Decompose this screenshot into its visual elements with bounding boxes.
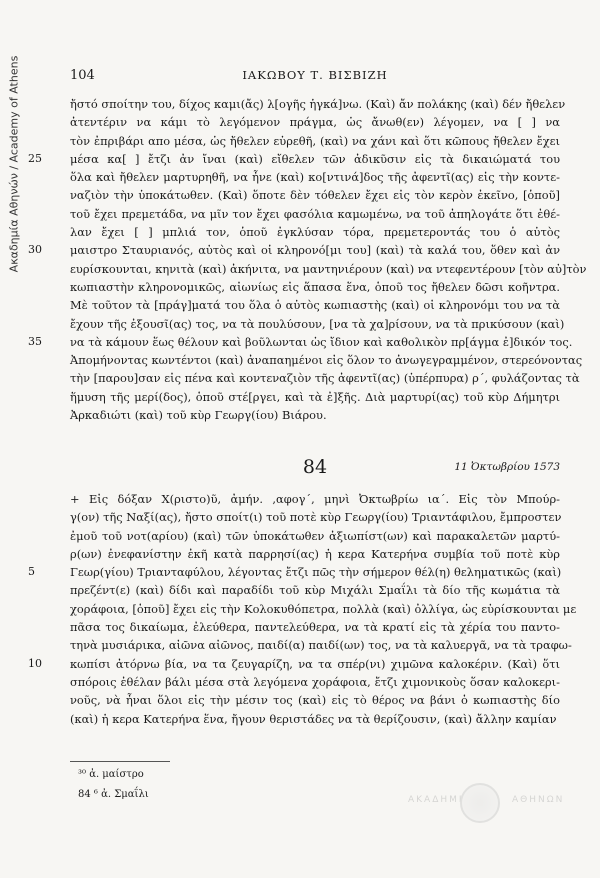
running-title: ΙΑΚΩΒΟΥ Τ. ΒΙΣΒΙΖΗ [242, 68, 388, 82]
text-line [70, 95, 566, 113]
text-line [70, 168, 560, 186]
text-line [70, 508, 560, 526]
text-line [28, 563, 562, 581]
text-line [70, 490, 560, 508]
text-line [70, 618, 560, 636]
line-number: 25 [28, 151, 42, 165]
text-line [70, 600, 577, 618]
text-line [70, 315, 565, 333]
text-line [70, 223, 560, 241]
line-text: χοράφοια, [ὁποῦ] ἔχει εἰς τὴν Κολοκυθόπετρα, πολλὰ (καὶ) ὀλλίγα, ὡς εὑρίσκουνται με [70, 601, 577, 616]
footnote-divider [70, 761, 170, 762]
page-header [70, 68, 560, 84]
line-text: ἐμοῦ τοῦ νοτ(αρίου) (καὶ) τῶν ὑποκάτωθεν ἀξιωπίστ(ων) καὶ παρακαλετῶν μαρτύ- [70, 528, 560, 543]
footnote: ³⁰ ἀ. μαίστρο [78, 769, 144, 780]
watermark-left-text: ΑΚΑΔΗΜΙΑ [408, 795, 472, 805]
text-line [70, 406, 560, 424]
line-text: Μὲ τοῦτον τὰ [πράγ]ματά του ὅλα ὁ αὐτὸς κωπιαστὴς (καὶ) οἱ κληρονόμι του να τὰ [70, 298, 560, 313]
line-text: ἥμυση τῆς μερί(δος), ὁποῦ στέ[ργει, καὶ τὰ ἐ]ξῆς. Διὰ μαρτυρί(ας) τοῦ κὺρ Δήμητρι [70, 389, 560, 404]
line-text: τὸν ἐπριβάρι απο μέσα, ὡς ἤθελεν εὑρεθῆ, (καὶ) να χάνι καὶ ὅτι κῶπους ἤθελεν ἔχει [70, 133, 560, 148]
watermark-right-text: ΑΘΗΝΩΝ [512, 795, 565, 805]
line-text: ευρίσκουνται, κηνιτὰ (καὶ) ἀκήνιτα, να μαντηνιέρουν (καὶ) να ντεφεντέρουν [τὸν αὐ]τὸν [70, 261, 587, 276]
line-text: σπόροις ἐθέλαν βάλι μέσα στὰ λεγόμενα χοράφοια, ἔτζι χιμονικοὺς ὅσαν καλοκερι- [70, 674, 560, 689]
academy-seal-icon [460, 783, 500, 823]
text-line [70, 388, 560, 406]
line-text: ρ(ων) ἐνεφανίστην ἐκῆ κατὰ παρρησί(ας) ἡ κερα Κατερήνα συμβία τοῦ ποτὲ κὺρ [70, 546, 560, 561]
line-number: 35 [28, 334, 42, 348]
text-line [70, 636, 572, 654]
line-text: Γεωρ(γίου) Τριανταφύλου, λέγοντας ἔτζι πῶς τὴν σήμερον θέλ(η) θεληματικῶς (καὶ) [70, 565, 562, 580]
line-text: Ἀπομήνοντας κωντέντοι (καὶ) ἀναπαημένοι εἰς ὅλον το ἀνωγεγραμμένον, στερεόνοντας [70, 353, 583, 368]
text-line [70, 113, 560, 131]
text-line [70, 545, 560, 563]
line-text: πρεζέντ(ε) (καὶ) δίδι καὶ παραδίδι τοῦ κὺρ Μιχάλι Σμαΐλι τὰ δίο τῆς κωμάτια τὰ [70, 583, 560, 598]
page-number: 104 [70, 68, 95, 83]
text-line [28, 333, 573, 351]
text-line [70, 205, 560, 223]
continued-text-block [28, 95, 587, 424]
line-number: 10 [28, 656, 42, 670]
footnote: 84 ⁶ ἀ. Σμαΐλι [78, 789, 149, 800]
text-line [70, 278, 560, 296]
line-text: μέσα κα[ ] ἔτζι ἀν ἴναι (καὶ) εἴθελεν τῶν ἀδικῦσιν εἰς τὰ δικαιώματά του [70, 151, 560, 166]
line-text: μαιστρο Σταυριανός, αὐτὸς καὶ οἱ κληρονό[μι του] (καὶ) τὰ καλά του, ὅθεν καὶ ἀν [70, 243, 560, 258]
text-line [70, 186, 560, 204]
line-number: 5 [28, 565, 35, 579]
line-text: τοῦ ἔχει πρεμετάδα, να μῖν τον ἔχει φασόλια καμωμένω, να τοῦ ἀπηλογάτε ὅτι ἐθέ- [70, 206, 560, 221]
line-text: πᾶσα τος δικαίωμα, ἐλεύθερα, παντελεύθερα, να τὰ κρατί εἰς τὰ χέρία του παντο- [70, 620, 560, 635]
text-line [70, 132, 560, 150]
text-line [70, 710, 560, 728]
text-line [70, 369, 580, 387]
line-text: τηνὰ μυσιάρικα, αἰῶνα αἰῶνος, παιδί(α) παιδί(ων) τος, να τὰ καλυεργᾶ, να τὰ τραφω- [70, 638, 572, 653]
text-line [70, 260, 587, 278]
line-text: ἤστό σποίτην του, δίχος καμι(ἄς) λ[ογῆς ἡγκά]νω. (Καὶ) ἄν πολάκης (καὶ) δέν ἤθελεν [70, 97, 566, 111]
document-text-block [28, 490, 577, 728]
text-line [70, 581, 560, 599]
text-line [70, 673, 560, 691]
text-line [70, 351, 583, 369]
line-text: (καὶ) ἡ κερα Κατερήνα ἕνα, ἤγουν θεριστάδες να τὰ θερίζουσιν, (καὶ) ἄλλην καμίαν [70, 711, 557, 726]
text-line [70, 296, 560, 314]
line-text: ὅλα καὶ ἤθελεν μαρτυρηθῆ, να ἦνε (καὶ) κο[ντινά]δος τῆς ἀφεντῖ(ας) εἰς τὴν κοντε- [70, 170, 560, 185]
text-line [70, 527, 560, 545]
document-date: 11 Ὀκτωβρίου 1573 [454, 461, 560, 473]
line-text: + Εἰς δόξαν Χ(ριστο)ῦ, ἀμήν. ,αφογ´, μηνὶ Ὀκτωβρίω ια´. Εἰς τὸν Μπούρ- [70, 492, 560, 506]
text-line [70, 691, 560, 709]
line-text: λαν ἔχει [ ] μπλιά τον, ὁποῦ ἐγκλύσαν τόρα, πρεμετεροντάς του ὁ αὐτὸς [70, 225, 560, 240]
text-line [28, 655, 560, 673]
archive-side-label [4, 34, 24, 294]
line-text: κωπιαστὴν κληρονομικῶς, αἰωνίως εἰς ἅπασα ἕνα, ὁποῦ τος ἤθελεν δῶσι κοῆντρα. [70, 279, 560, 294]
line-text: ἀτεντέριν να κάμι τὸ λεγόμενον πράγμα, ὡς ἄνωθ(εν) λέγομεν, να [ ] να [70, 115, 560, 130]
line-text: νοῦς, νὰ ἦναι ὅλοι εἰς τὴν μέσιν τος (καὶ) εἰς τὸ θέρος να βάνι ὁ κωπιαστὴς δίο [70, 693, 560, 708]
line-text: γ(ον) τῆς Ναξί(ας), ἤστο σποίτ(ι) τοῦ ποτὲ κὺρ Γεωργ(ίου) Τριαντάφιλου, ἔμπροστεν [70, 510, 562, 525]
line-text: τὴν [παρου]σαν εἰς πένα καὶ κοντεναζιὸν τῆς ἀφεντῖ(ας) (ὑπέρπυρα) ρ´, φυλάζοντας τὰ [70, 371, 580, 386]
archive-side-label-text: Ακαδημία Αθηνών / Academy of Athens [7, 55, 21, 273]
line-number: 30 [28, 243, 42, 257]
line-text: ναζιὸν τὴν ὑποκάτωθεν. (Καὶ) ὅποτε δὲν τόθελεν ἔχει εἰς τὸν κερὸν ἐκεῖνο, [ὁποῦ] [70, 188, 560, 203]
academy-watermark [408, 783, 578, 823]
document-number: 84 [302, 456, 328, 478]
line-text: Ἀρκαδιώτι (καὶ) τοῦ κὺρ Γεωργ(ίου) Βιάρου. [70, 408, 327, 423]
line-text: κωπίσι ἀτόρνω βία, να τα ζευγαρίζη, να τα σπέρ(νι) χιμῶνα καλοκέριν. (Καὶ) ὅτι [70, 656, 560, 671]
text-line [28, 150, 560, 168]
document-heading [70, 456, 560, 480]
line-text: να τὰ κάμουν ἕως θέλουν καὶ βοῦλωνται ὡς ἴδιον καὶ καθολικὸν πρ[άγμα ἐ]δικόν τος. [70, 334, 573, 349]
line-text: ἔχουν τῆς ἐξουσῖ(ας) τος, να τὰ πουλύσουν, [να τὰ χα]ρίσουν, να τὰ πρικύσουν (καὶ) [70, 316, 565, 331]
text-line [28, 241, 560, 259]
